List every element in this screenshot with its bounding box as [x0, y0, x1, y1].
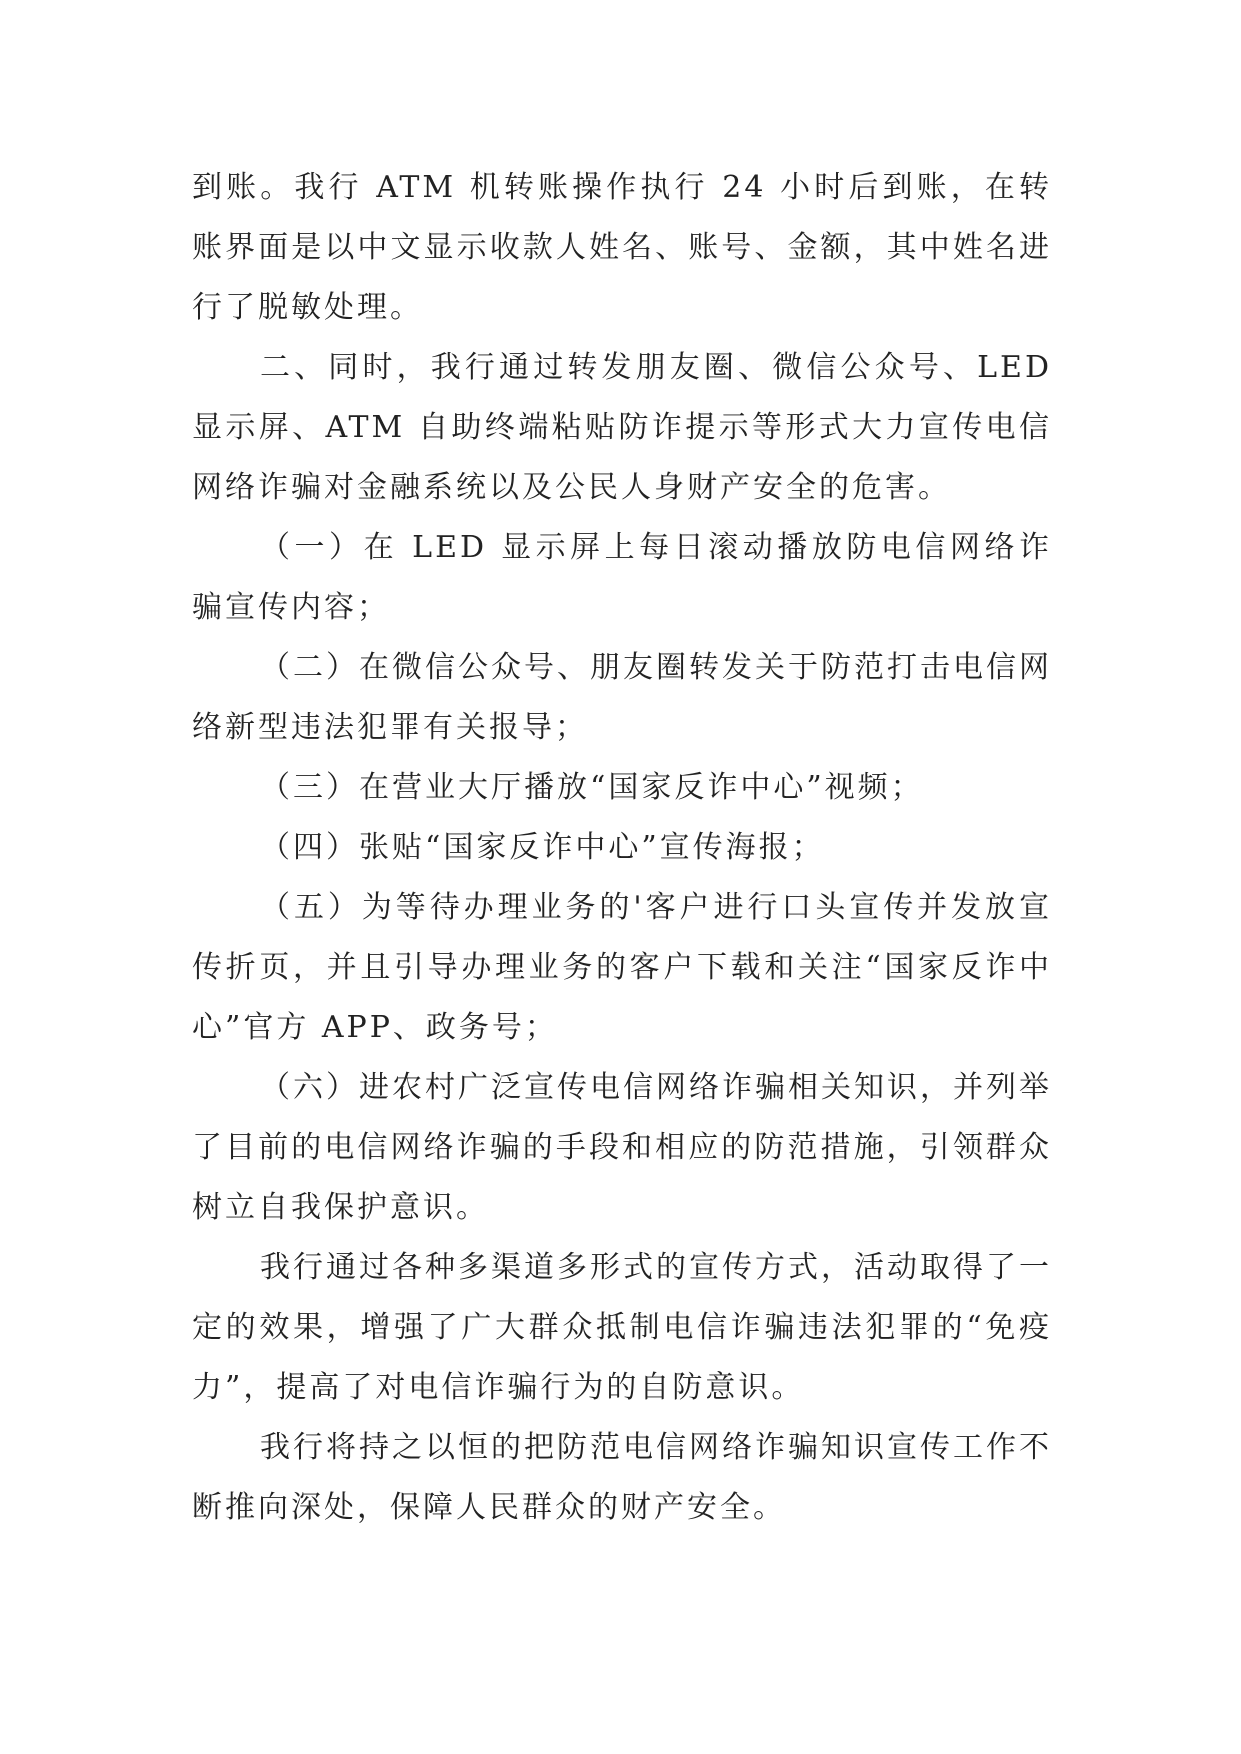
paragraph-6: （四）张贴“国家反诈中心”宣传海报；: [260, 830, 825, 865]
paragraph-5: （三）在营业大厅播放“国家反诈中心”视频；: [260, 770, 924, 805]
paragraph-1: 到账。我行 ATM 机转账操作执行 24 小时后到账，在转账界面是以中文显示收款人姓名、账号、金额，其中姓名进行了脱敏处理。: [192, 170, 1052, 325]
paragraph-7: （五）为等待办理业务的'客户进行口头宣传并发放宣传折页，并且引导办理业务的客户下载和关注“国家反诈中心”官方 APP、政务号；: [192, 890, 1052, 1045]
paragraph-3: （一）在 LED 显示屏上每日滚动播放防电信网络诈骗宣传内容；: [192, 530, 1052, 625]
document-body: [192, 158, 1052, 1538]
paragraph-10: 我行将持之以恒的把防范电信网络诈骗知识宣传工作不断推向深处，保障人民群众的财产安全。: [192, 1430, 1052, 1525]
paragraph-8: （六）进农村广泛宣传电信网络诈骗相关知识，并列举了目前的电信网络诈骗的手段和相应的防范措施，引领群众树立自我保护意识。: [192, 1070, 1052, 1225]
paragraph-4: （二）在微信公众号、朋友圈转发关于防范打击电信网络新型违法犯罪有关报导；: [192, 650, 1052, 745]
paragraph-2: 二、同时，我行通过转发朋友圈、微信公众号、LED 显示屏、ATM 自助终端粘贴防诈提示等形式大力宣传电信网络诈骗对金融系统以及公民人身财产安全的危害。: [192, 350, 1052, 505]
paragraph-9: 我行通过各种多渠道多形式的宣传方式，活动取得了一定的效果，增强了广大群众抵制电信诈骗违法犯罪的“免疫力”，提高了对电信诈骗行为的自防意识。: [192, 1250, 1052, 1405]
